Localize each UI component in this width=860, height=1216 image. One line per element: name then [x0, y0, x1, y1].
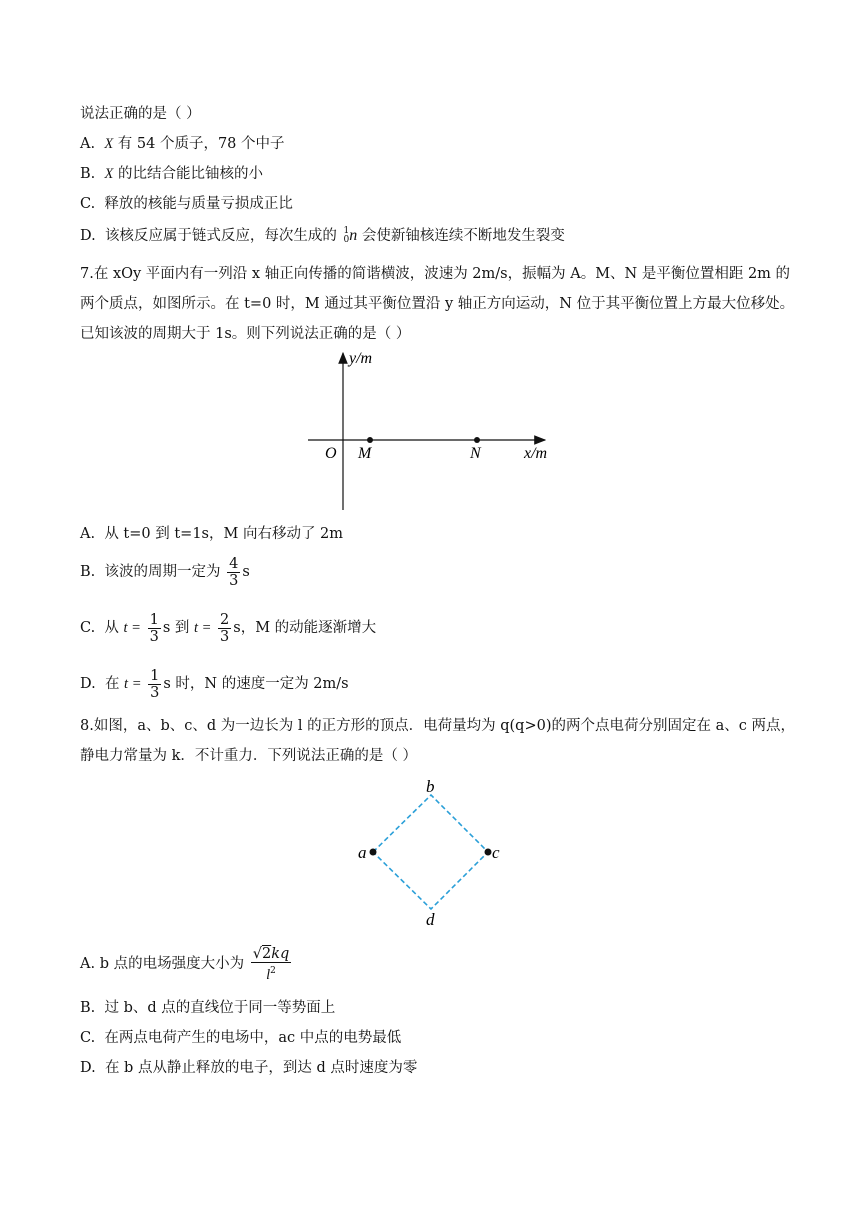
numerator: 4 — [229, 555, 239, 572]
denominator — [251, 963, 292, 983]
q8-square-figure — [350, 770, 520, 932]
option-label: C. — [80, 196, 96, 212]
denominator: 3 — [220, 628, 230, 645]
mass-number: 1 — [343, 226, 350, 236]
sqrt-symbol: √ — [252, 945, 262, 962]
q8-stem-line2: 静电力常量为 k．不计重力．下列说法正确的是（ ） — [80, 748, 418, 764]
denominator: 3 — [149, 628, 159, 645]
option-label: B. — [80, 166, 96, 182]
q6-option-c — [80, 194, 293, 214]
time-symbol: t = — [123, 620, 141, 636]
option-label: D. — [80, 676, 96, 692]
denominator: 3 — [150, 684, 160, 701]
fraction — [218, 612, 231, 645]
charge-number: 0 — [343, 235, 350, 245]
sqrt-argument: 2 — [261, 945, 272, 962]
vertex-a-label: a — [358, 843, 367, 862]
option-label: B. — [80, 1000, 96, 1016]
option-text: 在 b 点从静止释放的电子，到达 d 点时速度为零 — [104, 1060, 418, 1076]
time-symbol: t = — [193, 620, 212, 636]
point-n-dot — [474, 437, 480, 443]
option-label: A. — [80, 526, 96, 542]
option-text: s，M 的动能逐渐增大 — [233, 620, 377, 636]
denominator: 3 — [229, 572, 239, 589]
option-text: 过 b、d 点的直线位于同一等势面上 — [104, 1000, 336, 1016]
q7-option-a — [80, 524, 343, 544]
q7-option-d — [80, 666, 349, 702]
point-m-dot — [367, 437, 373, 443]
option-label: C. — [80, 620, 96, 636]
origin-label: O — [325, 445, 337, 462]
option-text: 会使新铀核连续不断地发生裂变 — [361, 228, 565, 244]
neutron-symbol: n — [349, 227, 358, 244]
q6-option-d — [80, 226, 565, 246]
vertex-d-label: d — [426, 910, 435, 929]
option-text: 有 54 个质子，78 个中子 — [117, 136, 285, 152]
x-axis-label: x/m — [524, 445, 548, 462]
charge-a-dot — [370, 849, 377, 856]
option-text: 该核反应属于链式反应，每次生成的 — [104, 228, 337, 244]
q7-option-c — [80, 610, 376, 646]
dashed-square — [373, 795, 488, 909]
q6-option-b — [80, 164, 263, 184]
q6-stem-end: 说法正确的是（ ） — [80, 106, 201, 122]
fraction — [251, 946, 292, 983]
unit: s — [242, 564, 250, 580]
option-text: 在两点电荷产生的电场中，ac 中点的电势最低 — [104, 1030, 402, 1046]
option-text: 从 — [104, 620, 119, 636]
y-axis-label: y/m — [349, 350, 373, 367]
option-label: D. — [80, 228, 96, 244]
vertex-b-label: b — [426, 777, 435, 796]
option-label: A. — [80, 136, 96, 152]
q7-stem-line1: 7.在 xOy 平面内有一列沿 x 轴正向传播的简谐横波，波速为 2m/s，振幅为 A。M、N 是平衡位置相距 2m 的 — [80, 266, 791, 282]
exponent: 2 — [270, 965, 276, 976]
option-text: 该波的周期一定为 — [104, 564, 221, 580]
numerator-rest: kq — [271, 945, 290, 962]
numerator — [251, 946, 292, 963]
numerator: 1 — [149, 611, 159, 628]
q7-wave-figure — [300, 345, 570, 515]
option-label: D. — [80, 1060, 96, 1076]
fraction — [148, 612, 161, 645]
q7-stem-line3: 已知该波的周期大于 1s。则下列说法正确的是（ ） — [80, 326, 411, 342]
point-n-label: N — [470, 445, 481, 462]
point-m-label: M — [358, 445, 372, 462]
length-symbol: l — [266, 966, 271, 983]
variable-x: X — [104, 166, 114, 182]
option-text: b 点的电场强度大小为 — [99, 956, 245, 972]
option-label: B. — [80, 564, 96, 580]
option-text: 释放的核能与质量亏损成正比 — [104, 196, 293, 212]
q6-option-a — [80, 134, 285, 154]
q8-option-d — [80, 1058, 417, 1078]
variable-x: X — [104, 136, 114, 152]
option-label: C. — [80, 1030, 96, 1046]
q8-stem-line1: 8.如图，a、b、c、d 为一边长为 l 的正方形的顶点．电荷量均为 q(q>0)的两个点电荷分别固定在 a、c 两点， — [80, 718, 795, 734]
numerator: 2 — [220, 611, 230, 628]
option-text: 的比结合能比铀核的小 — [117, 166, 263, 182]
q7-stem-line2: 两个质点，如图所示。在 t=0 时，M 通过其平衡位置沿 y 轴正方向运动，N 位于其平衡位置上方最大位移处。 — [80, 296, 795, 312]
q8-option-c — [80, 1028, 401, 1048]
fraction — [227, 556, 240, 589]
option-text: 在 — [104, 676, 120, 692]
charge-c-dot — [485, 849, 492, 856]
q8-option-a — [80, 944, 293, 984]
time-symbol: t = — [124, 676, 142, 692]
option-text: s 到 — [162, 620, 190, 636]
option-text: s 时，N 的速度一定为 2m/s — [163, 676, 349, 692]
option-label: A. — [80, 956, 96, 972]
fraction — [148, 668, 161, 701]
numerator: 1 — [150, 667, 160, 684]
option-text: 从 t=0 到 t=1s，M 向右移动了 2m — [104, 526, 344, 542]
vertex-c-label: c — [492, 843, 500, 862]
q8-option-b — [80, 998, 335, 1018]
q7-option-b — [80, 554, 250, 590]
